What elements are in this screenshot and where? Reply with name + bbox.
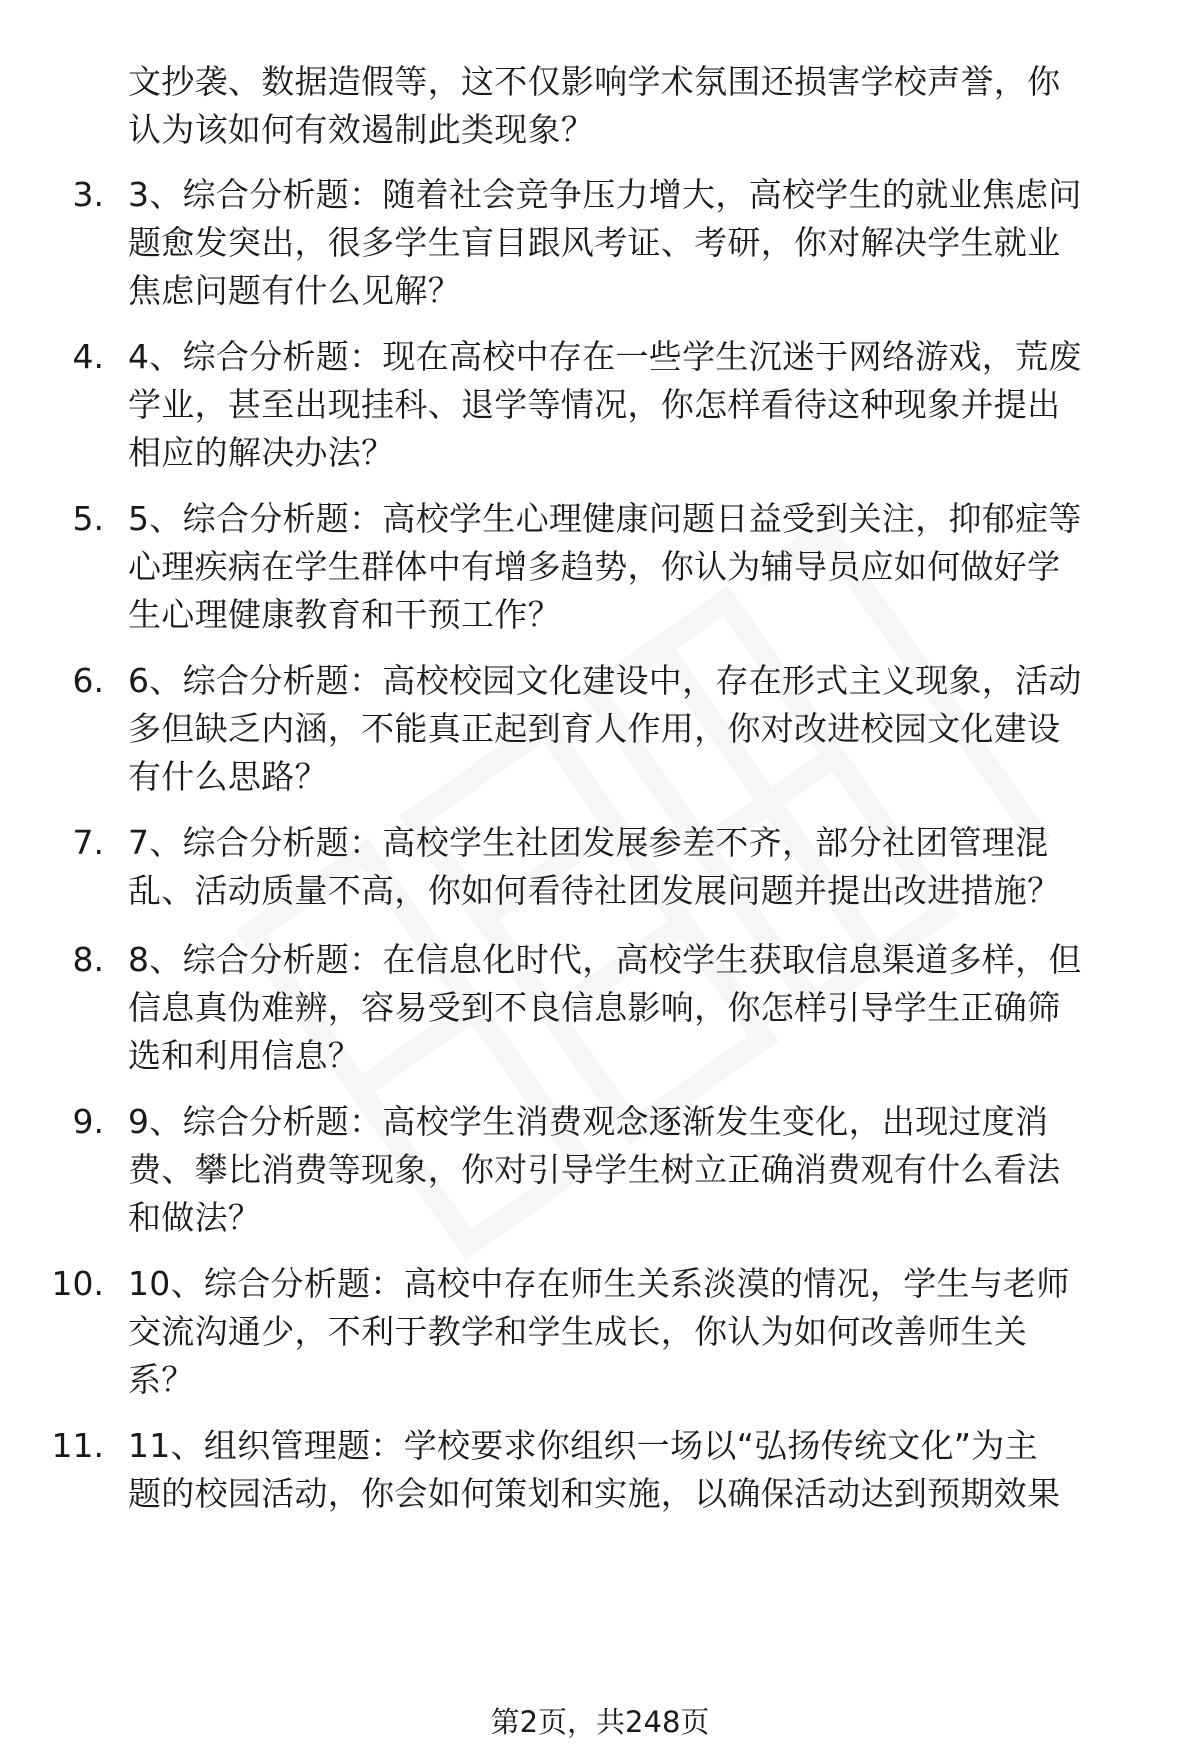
item-text [128,657,1168,801]
text-line: 多但缺乏内涵，不能真正起到育人作用，你对改进校园文化建设 [128,709,1061,748]
item-text [128,1260,1168,1404]
text-line: 相应的解决办法？ [128,433,395,472]
text-line: 文抄袭、数据造假等，这不仅影响学术氛围还损害学校声誉，你 [128,62,1061,101]
text-line: 题愈发突出，很多学生盲目跟风考证、考研，你对解决学生就业 [128,223,1061,262]
item-text [128,1422,1168,1518]
text-line: 和做法？ [128,1198,262,1237]
page-number: 第2页，共248页 [490,1705,710,1739]
item-number: 5. [72,499,104,538]
text-line: 3、综合分析题：随着社会竞争压力增大，高校学生的就业焦虑问 [128,175,1082,214]
item-number: 4. [72,337,104,376]
text-line: 乱、活动质量不高，你如何看待社团发展问题并提出改进措施？ [128,871,1061,910]
text-line: 有什么思路？ [128,757,328,796]
item-text [128,819,1168,915]
text-line: 信息真伪难辨，容易受到不良信息影响，你怎样引导学生正确筛 [128,988,1061,1027]
item-text [128,495,1168,639]
item-number: 3. [72,175,104,214]
text-line: 认为该如何有效遏制此类现象？ [128,110,595,149]
text-line: 6、综合分析题：高校校园文化建设中，存在形式主义现象，活动 [128,661,1082,700]
text-line: 7、综合分析题：高校学生社团发展参差不齐，部分社团管理混 [128,823,1049,862]
text-line: 8、综合分析题：在信息化时代，高校学生获取信息渠道多样，但 [128,940,1082,979]
text-line: 心理疾病在学生群体中有增多趋势，你认为辅导员应如何做好学 [128,547,1061,586]
text-line: 生心理健康教育和干预工作？ [128,595,561,634]
item-number: 9. [72,1102,104,1141]
text-line: 学业，甚至出现挂科、退学等情况，你怎样看待这种现象并提出 [128,385,1061,424]
text-line: 4、综合分析题：现在高校中存在一些学生沉迷于网络游戏，荒废 [128,337,1082,376]
text-line: 选和利用信息？ [128,1036,362,1075]
text-line: 费、攀比消费等现象，你对引导学生树立正确消费观有什么看法 [128,1150,1061,1189]
text-line: 10、综合分析题：高校中存在师生关系淡漠的情况，学生与老师 [128,1264,1070,1303]
item-number: 7. [72,823,104,862]
item-number: 10. [51,1264,104,1303]
item-text [128,333,1168,477]
text-line: 5、综合分析题：高校学生心理健康问题日益受到关注，抑郁症等 [128,499,1082,538]
item-number: 11. [51,1426,104,1465]
item-text [128,1098,1168,1242]
text-line: 焦虑问题有什么见解？ [128,271,461,310]
text-line: 11、组织管理题：学校要求你组织一场以“弘扬传统文化”为主 [128,1426,1038,1465]
continued-question [128,58,1158,154]
text-line: 系？ [128,1360,195,1399]
text-line: 交流沟通少，不利于教学和学生成长，你认为如何改善师生关 [128,1312,1028,1351]
text-line: 9、综合分析题：高校学生消费观念逐渐发生变化，出现过度消 [128,1102,1049,1141]
item-text [128,936,1168,1080]
item-text [128,171,1168,315]
item-number: 8. [72,940,104,979]
text-line: 题的校园活动，你会如何策划和实施，以确保活动达到预期效果 [128,1474,1061,1513]
item-number: 6. [72,661,104,700]
